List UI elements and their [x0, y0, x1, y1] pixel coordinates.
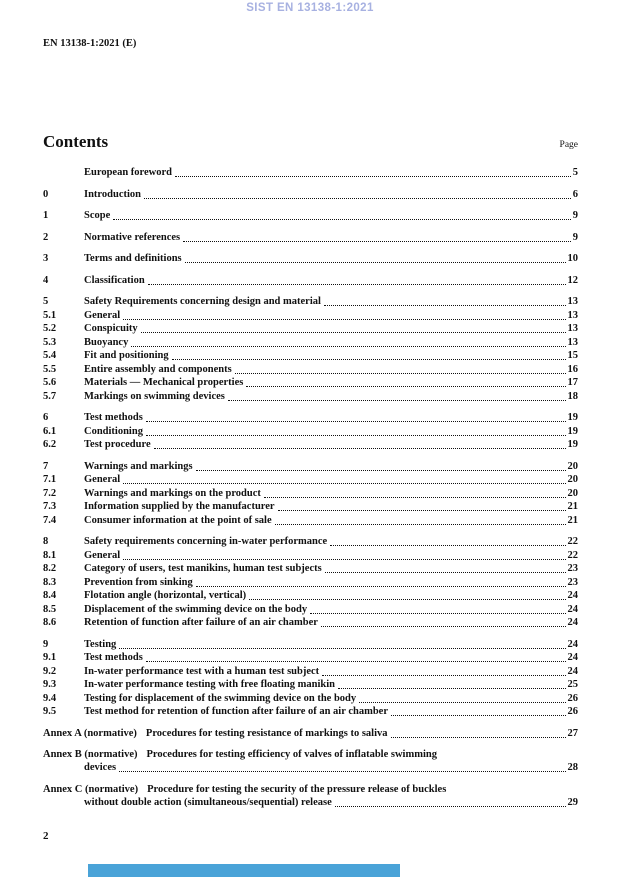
- toc-entry: [43, 500, 578, 514]
- toc-entry: [43, 514, 578, 528]
- toc-clause-number: 8.6: [43, 617, 57, 628]
- toc-title: Retention of function after failure of an air chamber: [84, 617, 318, 628]
- toc-title: Category of users, test manikins, human test subjects: [84, 563, 322, 574]
- toc-clause-number: 7: [43, 460, 49, 472]
- toc-page-number: 15: [567, 350, 578, 361]
- dot-leader: [324, 295, 566, 306]
- toc-page-number: 29: [567, 796, 578, 808]
- toc-clause-number: 5: [43, 296, 49, 307]
- toc-clause-number: 2: [43, 231, 49, 243]
- toc-page-number: 13: [567, 323, 578, 334]
- toc-page-number: 20: [567, 474, 578, 485]
- toc-title: Scope: [84, 210, 111, 221]
- toc-entry: [43, 390, 578, 404]
- toc-clause-number: 5.2: [43, 323, 57, 334]
- top-watermark: SIST EN 13138-1:2021: [246, 2, 374, 14]
- toc-title: Markings on swimming devices: [84, 390, 225, 402]
- toc-page-number: 6: [572, 188, 578, 200]
- toc-clause-number: 7.3: [43, 501, 57, 512]
- toc-title: Classification: [84, 274, 145, 286]
- toc-entry: [43, 535, 578, 549]
- dot-leader: [148, 274, 566, 285]
- dot-leader: [359, 692, 565, 703]
- toc-entry: [43, 692, 578, 706]
- dot-leader: [196, 576, 566, 587]
- toc-page-number: 19: [567, 439, 578, 450]
- dot-leader: [141, 322, 566, 333]
- toc-title-continuation: devices: [84, 762, 117, 773]
- toc-page-number: 26: [567, 692, 578, 704]
- dot-leader: [119, 761, 565, 772]
- dot-leader: [391, 705, 566, 716]
- toc-page-number: 20: [567, 487, 578, 499]
- document-reference: EN 13138-1:2021 (E): [43, 38, 137, 49]
- toc-page-number: 12: [567, 274, 578, 286]
- toc-page-number: 25: [567, 679, 578, 690]
- toc-entry-continuation: [43, 761, 578, 775]
- toc-list: [43, 166, 578, 809]
- dot-leader: [310, 603, 565, 614]
- dot-leader: [146, 411, 566, 422]
- toc-clause-number: 6: [43, 412, 49, 423]
- dot-leader: [278, 500, 566, 511]
- toc-title: Introduction: [84, 188, 141, 200]
- toc-page-number: 24: [567, 603, 578, 615]
- toc-clause-number: 5.7: [43, 390, 57, 402]
- dot-leader: [275, 514, 566, 525]
- toc-entry-annex: [43, 783, 578, 796]
- toc-entry: [43, 678, 578, 692]
- dot-leader: [322, 665, 565, 676]
- toc-page-number: 23: [567, 576, 578, 588]
- toc-page-number: 5: [572, 167, 578, 178]
- toc-title: Test methods: [84, 652, 143, 663]
- toc-entry: [43, 549, 578, 563]
- dot-leader: [131, 336, 565, 347]
- toc-entry: [43, 603, 578, 617]
- toc-page-number: 22: [567, 549, 578, 561]
- toc-clause-number: 7.1: [43, 474, 57, 485]
- toc-title: Test method for retention of function after failure of an air chamber: [84, 706, 388, 717]
- toc-page-number: 13: [567, 336, 578, 348]
- toc-page-number: 18: [567, 390, 578, 402]
- toc-entry: [43, 705, 578, 719]
- dot-leader: [123, 473, 565, 484]
- toc-entry: [43, 166, 578, 180]
- dot-leader: [235, 363, 566, 374]
- toc-entry: [43, 460, 578, 474]
- toc-clause-number: Annex B (normative): [43, 749, 138, 760]
- toc-title: In-water performance testing with free floating manikin: [84, 679, 335, 690]
- toc-page-number: 24: [567, 590, 578, 601]
- toc-title: Warnings and markings: [84, 460, 193, 472]
- toc-clause-number: 9.2: [43, 665, 57, 677]
- dot-leader: [228, 390, 566, 401]
- toc-entry: [43, 425, 578, 439]
- dot-leader: [330, 535, 565, 546]
- dot-leader: [146, 651, 566, 662]
- toc-clause-number: 9.4: [43, 692, 57, 704]
- dot-leader: [264, 487, 566, 498]
- toc-entry: [43, 349, 578, 363]
- toc-clause-number: 5.3: [43, 336, 57, 348]
- toc-title: Warnings and markings on the product: [84, 487, 261, 499]
- toc-entry: [43, 274, 578, 288]
- toc-clause-number: 8.4: [43, 590, 57, 601]
- toc-title: Entire assembly and components: [84, 363, 232, 375]
- dot-leader: [338, 678, 566, 689]
- footer-page-number: 2: [43, 830, 49, 842]
- toc-entry: [43, 376, 578, 390]
- toc-page-number: 22: [567, 536, 578, 547]
- toc-entry: [43, 473, 578, 487]
- toc-title: Conditioning: [84, 425, 143, 437]
- toc-title: In-water performance test with a human test subject: [84, 665, 320, 677]
- toc-entry: [43, 209, 578, 223]
- toc-clause-number: 4: [43, 274, 49, 286]
- toc-page-number: 28: [567, 762, 578, 773]
- toc-title: Testing: [84, 638, 117, 650]
- dot-leader: [335, 796, 566, 807]
- toc-title: Procedure for testing the security of the pressure release of buckles: [147, 783, 447, 795]
- toc-entry: [43, 295, 578, 309]
- toc-title: Terms and definitions: [84, 253, 182, 264]
- toc-clause-number: 3: [43, 253, 49, 264]
- toc-title: Testing for displacement of the swimming device on the body: [84, 692, 357, 704]
- toc-entry: [43, 589, 578, 603]
- toc-title-continuation: without double action (simultaneous/sequential) release: [84, 796, 332, 808]
- dot-leader: [146, 425, 566, 436]
- toc-entry: [43, 309, 578, 323]
- toc-page-number: 24: [567, 617, 578, 628]
- page-column-label: Page: [559, 140, 578, 150]
- dot-leader: [144, 188, 571, 199]
- toc-entry: [43, 231, 578, 245]
- toc-page-number: 24: [567, 638, 578, 650]
- toc-title: Test procedure: [84, 439, 151, 450]
- toc-clause-number: 9.5: [43, 706, 57, 717]
- toc-page-number: 23: [567, 563, 578, 574]
- toc-title: Buoyancy: [84, 336, 129, 348]
- toc-clause-number: 0: [43, 188, 49, 200]
- dot-leader: [325, 562, 566, 573]
- dot-leader: [391, 727, 566, 738]
- toc-title: Displacement of the swimming device on the body: [84, 603, 308, 615]
- toc-page-number: 24: [567, 652, 578, 663]
- toc-title: Test methods: [84, 412, 143, 423]
- toc-page-number: 21: [567, 501, 578, 512]
- toc-entry: [43, 638, 578, 652]
- toc-title: Normative references: [84, 231, 181, 243]
- toc-title: Safety Requirements concerning design and material: [84, 296, 321, 307]
- toc-title: General: [84, 309, 121, 321]
- toc-clause-number: 9.1: [43, 652, 57, 663]
- toc-page-number: 21: [567, 514, 578, 526]
- toc-page-number: 13: [567, 296, 578, 307]
- toc-clause-number: 6.2: [43, 439, 57, 450]
- toc-page-number: 19: [567, 425, 578, 437]
- toc-clause-number: 5.1: [43, 309, 57, 321]
- toc-title: Flotation angle (horizontal, vertical): [84, 590, 247, 601]
- toc-title: General: [84, 549, 121, 561]
- toc-entry: [43, 562, 578, 576]
- toc-page-number: 13: [567, 309, 578, 321]
- toc-title: Conspicuity: [84, 323, 138, 334]
- toc-entry: [43, 322, 578, 336]
- toc-entry: [43, 438, 578, 452]
- contents-title: Contents: [43, 132, 109, 151]
- toc-title: Materials — Mechanical properties: [84, 377, 244, 388]
- dot-leader: [249, 589, 565, 600]
- toc-clause-number: 6.1: [43, 425, 57, 437]
- toc-entry: [43, 487, 578, 501]
- dot-leader: [185, 252, 566, 263]
- toc-clause-number: Annex A (normative): [43, 727, 137, 739]
- toc-page-number: 24: [567, 665, 578, 677]
- toc-page-number: 9: [572, 210, 578, 221]
- toc-entry: [43, 411, 578, 425]
- toc-clause-number: 9: [43, 638, 49, 650]
- toc-clause-number: 7.4: [43, 514, 57, 526]
- toc-entry-annex: [43, 727, 578, 741]
- toc-page-number: 9: [572, 231, 578, 243]
- dot-leader: [123, 549, 565, 560]
- toc-clause-number: 8.1: [43, 549, 57, 561]
- toc-page-number: 19: [567, 412, 578, 423]
- toc-clause-number: 7.2: [43, 487, 57, 499]
- toc-entry: [43, 363, 578, 377]
- bottom-watermark-bar: [88, 864, 400, 877]
- contents-header: [43, 132, 578, 152]
- toc-page-number: 16: [567, 363, 578, 375]
- toc-page-number: 26: [567, 706, 578, 717]
- toc-title: Safety requirements concerning in-water performance: [84, 536, 328, 547]
- toc-entry: [43, 252, 578, 266]
- toc-title: European foreword: [84, 167, 172, 178]
- toc-page-number: 17: [567, 377, 578, 388]
- toc-title: Consumer information at the point of sale: [84, 514, 272, 526]
- dot-leader: [321, 616, 566, 627]
- toc-title: Prevention from sinking: [84, 576, 193, 588]
- dot-leader: [172, 349, 566, 360]
- toc-entry: [43, 576, 578, 590]
- toc-entry: [43, 665, 578, 679]
- toc-title: Procedures for testing efficiency of valves of inflatable swimming: [146, 749, 437, 760]
- toc-title: Fit and positioning: [84, 350, 169, 361]
- toc-page-number: 20: [567, 460, 578, 472]
- toc-page-number: 10: [567, 253, 578, 264]
- toc-clause-number: 5.5: [43, 363, 57, 375]
- toc-title: Information supplied by the manufacturer: [84, 501, 275, 512]
- toc-entry: [43, 336, 578, 350]
- toc-clause-number: 8.2: [43, 563, 57, 574]
- dot-leader: [113, 209, 571, 220]
- toc-clause-number: 5.6: [43, 377, 57, 388]
- toc-clause-number: 8.5: [43, 603, 57, 615]
- toc-entry-annex: [43, 748, 578, 761]
- dot-leader: [119, 638, 565, 649]
- toc-title: Procedures for testing resistance of markings to saliva: [145, 727, 388, 739]
- toc-clause-number: 1: [43, 210, 49, 221]
- toc-clause-number: Annex C (normative): [43, 783, 139, 795]
- toc-clause-number: 9.3: [43, 679, 57, 690]
- toc-page-number: 27: [567, 727, 578, 739]
- dot-leader: [123, 309, 565, 320]
- toc-entry-continuation: [43, 796, 578, 810]
- dot-leader: [183, 231, 571, 242]
- dot-leader: [175, 166, 571, 177]
- toc-clause-number: 8: [43, 536, 49, 547]
- toc-clause-number: 5.4: [43, 350, 57, 361]
- toc-title: General: [84, 474, 121, 485]
- dot-leader: [196, 460, 566, 471]
- toc-clause-number: 8.3: [43, 576, 57, 588]
- toc-entry: [43, 616, 578, 630]
- toc-entry: [43, 651, 578, 665]
- toc-entry: [43, 188, 578, 202]
- dot-leader: [154, 438, 566, 449]
- dot-leader: [246, 376, 565, 387]
